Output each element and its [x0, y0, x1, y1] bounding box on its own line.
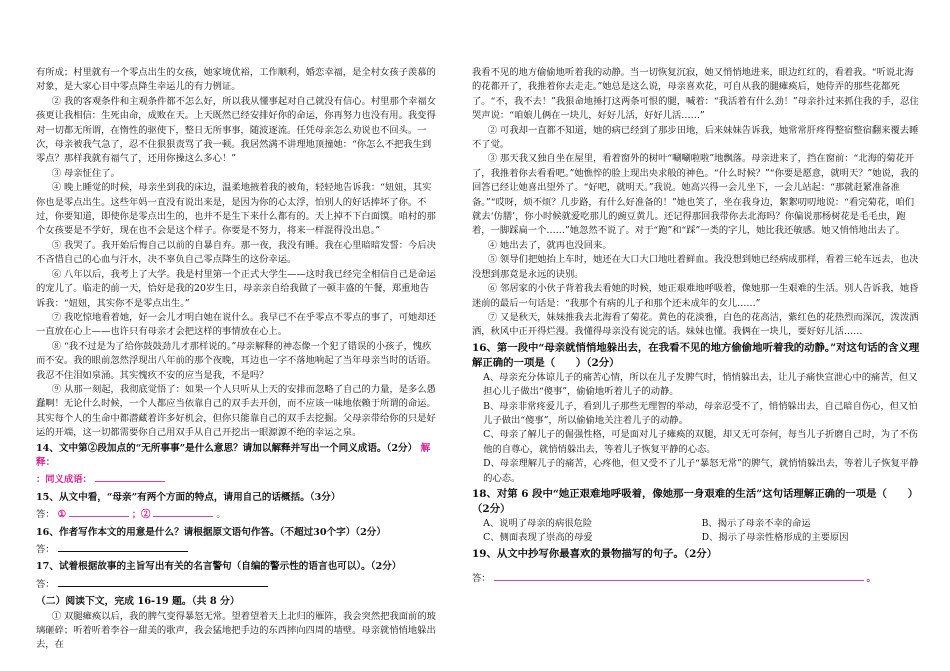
paragraph-3: ③ 母亲怔住了。 — [51, 167, 120, 179]
question-19-answer — [472, 570, 920, 586]
passage-2-paragraph-3: ③ 那天我又独自坐在屋里，看着窗外的树叶“唰唰啦啦”地飘落。母亲进来了，挡在窗前：“北海的菊花开了，我推着你去看看吧。”她憔悴的脸上现出央求般的神色。“什么时候？”“你要是愿意，就明天？”她说，我的回答已经让她喜出望外了。“好吧，就明天。”我说。她高兴得一会儿坐下，一会儿站起：“那就赶紧准备准备。”“哎呀，烦不烦？几步路，有什么好准备的！”她也笑了，坐在我身边，絮絮叨叨地说：“看完菊花，咱们就去‘仿膳’，你小时候就爱吃那儿的豌豆黄儿。还记得那回我带你去北海吗？你偏说那杨树花是毛毛虫，跑着，一脚踩扁一个……”她忽然不说了。对于“跑”和“踩”一类的字儿，她比我还敏感。她又悄悄地出去了。 — [472, 153, 919, 237]
synonym-blank[interactable] — [95, 471, 165, 482]
option-a[interactable]: A、母亲充分体谅儿子的痛苦心情，所以在儿子发脾气时，悄悄躲出去，让儿子痛快宣泄心中的痛苦，但又担心儿子做出“傻事”，偷偷地听着儿子的动静。 — [483, 371, 918, 398]
section-2-heading: （二）阅读下文，完成 16-19 题。（共 8 分） — [36, 596, 240, 608]
answer-prefix: 答： — [36, 578, 55, 590]
question-14-answer — [36, 471, 436, 487]
left-column — [36, 66, 436, 653]
option-c[interactable]: C、母亲了解儿子的倔强性格，可是面对儿子瘫痪的双腿，却又无可奈何，每当儿子折磨自己时，为了不伤他的自尊心，就悄悄躲出去，等着儿子恢复平静的心态。 — [483, 429, 918, 455]
answer-prefix: 答： — [36, 509, 55, 521]
right-column — [472, 66, 920, 589]
option-b[interactable]: B、揭示了母亲不幸的命运 — [701, 517, 811, 529]
question-17-answer — [36, 576, 436, 592]
paragraph-1-continued: 有所成；村里就有一个零点出生的女孩，她家境优裕，工作顺利，婚恋幸福，是全村女孩子羡慕的对象，是大家心目中零点降生幸运儿的有力例证。 — [36, 67, 436, 93]
question-18-options-row-1 — [472, 517, 920, 531]
passage-2-paragraph-6: ⑥ 邻居家的小伙子背着我去看她的时候，她正艰难地呼吸着，像她那一生艰难的生活。别人告诉我，她昏迷前的最后一句话是：“我那个有病的儿子和那个还未成年的女儿……” — [472, 283, 919, 309]
paragraph-2: ② 我的客观条件和主观条件都不怎么好，所以我从懂事起对自己就没有信心。村里那个幸福女孩更让我相信：生死由命，成败在天。上天既然已经安排好你的命运，你再努力也没有用。我变得对一切都无所谓，在惰性的驱使下，整日无所事事，随波逐流。任凭母亲怎么劝说也不回头。一次，母亲被我气急了，忍不住狠狠责骂了我一顿。我居然满不讲理地顶撞她：“你怎么不把我生到零点？那样我就有福气了，还用你操这么多心！” — [36, 95, 436, 165]
question-18-options-row-2 — [472, 531, 920, 545]
paragraph-9: ⑨ 从那一刻起，我彻底觉悟了：如果一个人只听从上天的安排而忽略了自己的力量，是多么愚蠢啊！无论什么时候，一个人都应当依靠自己的双手去开创，而不应该一味地依赖于所谓的命运。其实每个人的生命中都潜藏着许多好机会，但你只能靠自己的双手去挖掘。父母亲带给你的只是好运的开端，这一切都需要你自己用双手从自己开挖出一眼源源不绝的幸运之泉。 — [36, 383, 436, 439]
answer-end: 。 — [216, 509, 226, 521]
question-16-answer — [36, 541, 436, 557]
paragraph-5: ⑤ 我哭了。我开始后悔自己以前的自暴自弃。那一夜，我没有睡。我在心里暗暗发誓：今后决不吝惜自己的心血与汗水，决不辜负自己零点降生的这份幸运。 — [36, 239, 436, 266]
question-14 — [36, 442, 436, 471]
question-16: 16、作者写作本文的用意是什么？请根据原文语句作答。（不超过30个字）（2分） — [36, 526, 386, 538]
answer-blank[interactable] — [494, 570, 864, 581]
question-14-note: 解释： — [36, 442, 431, 468]
question-17: 17、试着根据故事的主旨写出有关的名言警句（自编的警示性的语言也可以）。（2分） — [36, 561, 402, 573]
option-a[interactable]: A、说明了母亲的病很危险 — [483, 517, 593, 529]
answer-prefix: 答： — [472, 572, 491, 584]
passage-2-continued: 我看不见的地方偷偷地听着我的动静。当一切恢复沉寂，她又悄悄地进来，眼边红红的，看着我。“听说北海的花都开了，我推着你去走走。”她总是这么说，母亲喜欢花，可自从我的腿瘫痪后，她侍弄的那些花都死了。“不，我不去！”我狠命地捶打这两条可恨的腿，喊着：“我活着有什么劲！”母亲扑过来抓住我的手，忍住哭声说：“咱娘儿俩在一块儿，好好儿活，好好儿活……” — [472, 67, 919, 122]
answer-blank-2[interactable] — [153, 506, 213, 517]
paragraph-7: ⑦ 我吃惊地看着她，好一会儿才明白她在说什么。我早已不在乎零点不零点的事了，可她却还一直放在心上——也许只有母亲才会把这样的事情放在心上。 — [36, 311, 436, 338]
answer-blank-1[interactable] — [69, 506, 129, 517]
passage-2-paragraph-4: ④ 她出去了，就再也没回来。 — [487, 239, 612, 251]
passage-2-paragraph-5: ⑤ 领导们把她抬上车时，她还在大口大口地吐着鲜血。我没想到她已经病成那样，看着三轮车远去，也决没想到那竟是永远的诀别。 — [472, 254, 919, 280]
answer-end: 。 — [866, 572, 876, 584]
option-c[interactable]: C、侧面表现了崇高的母爱 — [483, 532, 593, 544]
passage-2-paragraph-1: ① 双腿瘫痪以后，我的脾气变得暴怒无常。望着望着天上北归的雁阵，我会突然把我面前的玻璃砸碎；听着听着李谷一甜美的歌声，我会猛地把手边的东西摔向四周的墙壁。母亲就悄悄地躲出去，在 — [36, 610, 436, 651]
passage-2-paragraph-7: ⑦ 又是秋天，妹妹推我去北海看了菊花。黄色的花淡雅，白色的花高洁，紫红色的花热烈而深沉，泼泼洒洒，秋风中正开得烂漫。我懂得母亲没有说完的话。妹妹也懂。我俩在一块儿，要好好儿活…… — [472, 311, 919, 338]
question-15-answer — [36, 506, 436, 522]
option-b[interactable]: B、母亲非常疼爱儿子，看到儿子那些无理智的举动，母亲忍受不了，悄悄躲出去，自己暗自伤心，但又怕儿子做出“傻事”，所以偷偷地关注着儿子的动静。 — [483, 400, 918, 426]
passage-2-paragraph-2: ② 可我却一直都不知道，她的病已经到了那步田地，后来妹妹告诉我，她常常肝疼得整宿整宿翻来覆去睡不了觉。 — [472, 124, 919, 151]
paragraph-8: ⑧ “我不过是为了给你鼓鼓劲儿才那样说的。”母亲解释的神态像一个犯了错误的小孩子，愧疚而不安。我的眼前忽然浮现出八年前的那个夜晚，耳边也一字不落地响起了当年母亲当时的话语。我忍不住泪如泉涌。其实愧疚不安的应当是我，不是吗？ — [36, 340, 436, 381]
answer-blank[interactable] — [58, 576, 268, 587]
question-16b: 16、第一段中“母亲就悄悄地躲出去，在我看不见的地方偷偷地听着我的动静。”对这句话的含义理解正确的一项是（ ）（2分） — [472, 341, 920, 369]
marker-2: ；② — [131, 509, 151, 521]
answer-blank[interactable] — [58, 541, 188, 552]
question-15: 15、从文中看，“母亲”有两个方面的特点，请用自己的话概括。（3分） — [36, 491, 341, 503]
paragraph-6: ⑥ 八年以后，我考上了大学。我是村里第一个正式大学生——这时我已经完全相信自己是命运的宠儿了。临走的前一天，恰好是我的20岁生日，母亲亲自给我做了一顿丰盛的午餐，郑重地告诉我：“妞妞，其实你不是零点出生。” — [36, 268, 436, 309]
question-18: 18、对第 6 段中“她正艰难地呼吸着，像她那一身艰难的生活”这句话理解正确的一项是（ ）（2分） — [472, 487, 919, 515]
option-d[interactable]: D、母亲理解儿子的痛苦，心疼他，但又受不了儿子“暴怒无常”的脾气，就悄悄躲出去，等着儿子恢复平静的心态。 — [483, 458, 919, 484]
answer-prefix: 答： — [36, 544, 55, 555]
option-d[interactable]: D、揭示了母亲性格形成的主要原因 — [701, 532, 849, 544]
question-19: 19、从文中抄写你最喜欢的景物描写的句子。（2分） — [472, 547, 718, 560]
question-14-label: 14、文中第②段加点的“无所事事”是什么意思？请加以解释并写出一个同义成语。（2分） — [36, 442, 418, 454]
paragraph-4: ④ 晚上睡觉的时候，母亲坐到我的床边，温柔地掖着我的被角，轻轻地告诉我：“妞妞，其实你也是零点出生。这些年妈一直没有说出来是，是因为你的心太浮，怕别人的好话捧坏了你。不过，你要知道，即使你是零点出生的，也并不是生下来什么都有的。天上掉不下白面馍。咱村的那个女孩要是不学好，现在也不会是这个样子。你要是不努力，将来一样混得没出息。” — [36, 182, 436, 237]
synonym-label: ：同义成语： — [36, 474, 92, 486]
marker-1: ① — [57, 509, 66, 521]
